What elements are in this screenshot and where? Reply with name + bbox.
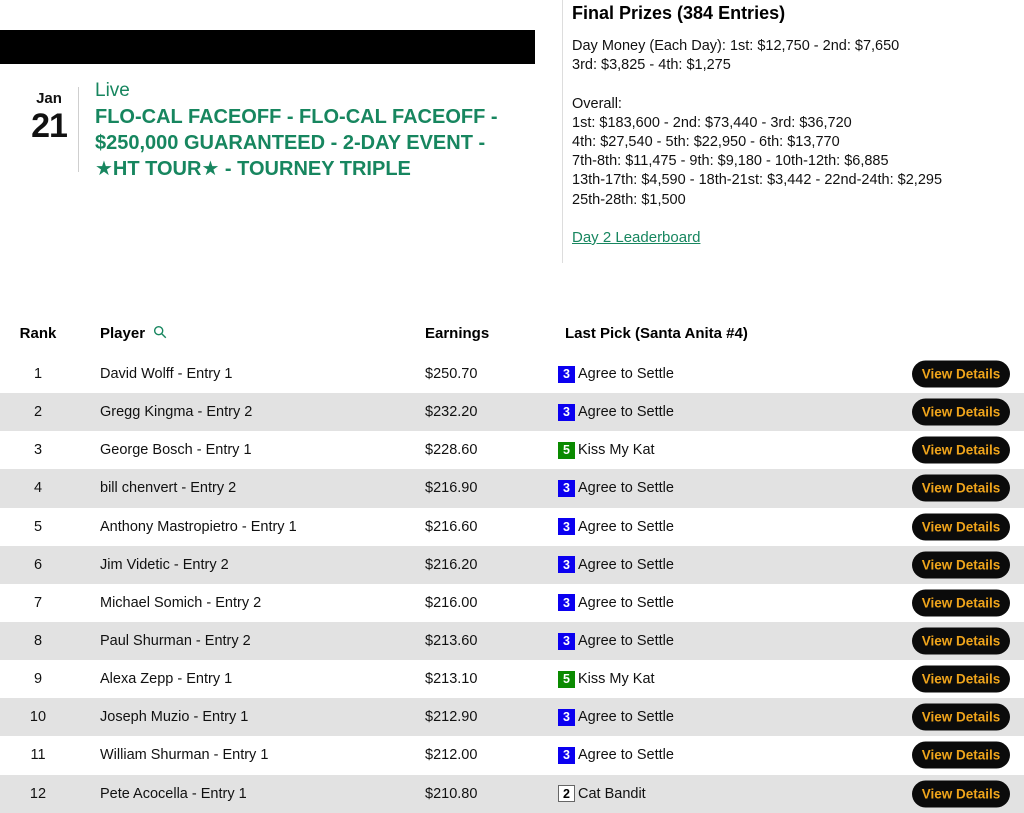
rank-cell: 11 (30, 747, 46, 764)
pick-name: Agree to Settle (578, 633, 674, 650)
pick-number-badge: 3 (558, 556, 575, 573)
date-divider (78, 87, 79, 172)
pick-number-badge: 3 (558, 633, 575, 650)
pick-name: Agree to Settle (578, 404, 674, 421)
view-details-button[interactable]: View Details (912, 742, 1010, 769)
last-pick-cell (558, 584, 674, 622)
last-pick-cell (558, 736, 674, 774)
pick-name: Agree to Settle (578, 480, 674, 497)
prize-line: 7th-8th: $11,475 - 9th: $9,180 - 10th-12th: $6,885 (572, 153, 889, 170)
last-pick-cell (558, 431, 655, 469)
view-details-button[interactable]: View Details (912, 475, 1010, 502)
earnings-cell: $232.20 (425, 404, 478, 421)
pick-name: Agree to Settle (578, 366, 674, 383)
event-title-line: FLO-CAL FACEOFF - FLO-CAL FACEOFF - (95, 106, 498, 128)
event-month: Jan (36, 90, 62, 107)
last-pick-cell (558, 469, 674, 507)
pick-number-badge: 3 (558, 709, 575, 726)
player-cell: George Bosch - Entry 1 (100, 442, 252, 459)
table-row (0, 393, 1024, 431)
final-prizes-panel (572, 0, 1020, 247)
earnings-cell: $216.20 (425, 556, 478, 573)
player-cell: Gregg Kingma - Entry 2 (100, 404, 253, 421)
pick-number-badge: 3 (558, 480, 575, 497)
pick-name: Agree to Settle (578, 709, 674, 726)
table-row (0, 660, 1024, 698)
event-day: 21 (31, 107, 67, 145)
live-status: Live (95, 80, 130, 101)
pick-name: Kiss My Kat (578, 442, 655, 459)
table-row (0, 622, 1024, 660)
view-details-button[interactable]: View Details (912, 666, 1010, 693)
earnings-cell: $213.10 (425, 671, 478, 688)
prize-line: 3rd: $3,825 - 4th: $1,275 (572, 57, 731, 74)
column-divider (562, 0, 563, 263)
rank-cell: 3 (33, 442, 43, 459)
rank-cell: 1 (33, 366, 43, 383)
day2-leaderboard-link[interactable]: Day 2 Leaderboard (572, 228, 701, 246)
earnings-cell: $216.90 (425, 480, 478, 497)
rank-cell: 7 (33, 594, 43, 611)
pick-number-badge: 3 (558, 747, 575, 764)
pick-number-badge: 3 (558, 366, 575, 383)
event-title (95, 104, 545, 182)
view-details-button[interactable]: View Details (912, 513, 1010, 540)
pick-name: Kiss My Kat (578, 671, 655, 688)
search-icon[interactable] (153, 325, 167, 343)
prize-breakdown (572, 37, 1020, 210)
last-pick-cell (558, 508, 674, 546)
earnings-header: Earnings (425, 325, 490, 342)
pick-number-badge: 3 (558, 518, 575, 535)
table-row (0, 355, 1024, 393)
earnings-cell: $212.90 (425, 709, 478, 726)
prize-line: 4th: $27,540 - 5th: $22,950 - 6th: $13,770 (572, 134, 840, 150)
view-details-button[interactable]: View Details (912, 551, 1010, 578)
prize-line: 1st: $183,600 - 2nd: $73,440 - 3rd: $36,720 (572, 114, 852, 131)
player-cell: Michael Somich - Entry 2 (100, 594, 262, 611)
view-details-button[interactable]: View Details (912, 361, 1010, 388)
player-cell: Joseph Muzio - Entry 1 (100, 709, 249, 726)
pick-number-badge: 3 (558, 594, 575, 611)
rank-header: Rank (19, 325, 57, 342)
player-cell: Pete Acocella - Entry 1 (100, 785, 247, 802)
rank-cell: 4 (33, 480, 43, 497)
pick-name: Agree to Settle (578, 747, 674, 764)
pick-number-badge: 2 (558, 785, 575, 802)
event-title-line: ★HT TOUR★ - TOURNEY TRIPLE (95, 158, 411, 180)
earnings-cell: $216.60 (425, 518, 478, 535)
last-pick-header: Last Pick (Santa Anita #4) (565, 325, 748, 342)
last-pick-cell (558, 698, 674, 736)
last-pick-cell (558, 355, 674, 393)
redacted-banner (0, 30, 535, 64)
player-cell: bill chenvert - Entry 2 (100, 480, 237, 497)
earnings-cell: $228.60 (425, 442, 478, 459)
player-cell: William Shurman - Entry 1 (100, 747, 269, 764)
earnings-cell: $216.00 (425, 594, 478, 611)
table-body (0, 355, 1024, 813)
rank-cell: 12 (29, 785, 47, 802)
pick-name: Agree to Settle (578, 518, 674, 535)
table-row (0, 469, 1024, 507)
table-row (0, 508, 1024, 546)
final-prizes-heading: Final Prizes (384 Entries) (572, 3, 786, 23)
event-title-line: $250,000 GUARANTEED - 2-DAY EVENT - (95, 132, 486, 154)
pick-number-badge: 3 (558, 404, 575, 421)
table-row (0, 775, 1024, 813)
earnings-cell: $250.70 (425, 366, 478, 383)
event-header (95, 79, 545, 182)
rank-cell: 9 (33, 671, 43, 688)
earnings-cell: $213.60 (425, 633, 478, 650)
last-pick-cell (558, 775, 646, 813)
last-pick-cell (558, 393, 674, 431)
table-row (0, 736, 1024, 774)
last-pick-cell (558, 660, 655, 698)
rank-cell: 6 (33, 556, 43, 573)
prize-line: Overall: (572, 95, 622, 112)
table-row (0, 546, 1024, 584)
prize-line: Day Money (Each Day): 1st: $12,750 - 2nd: $7,650 (572, 38, 900, 54)
prize-line: 25th-28th: $1,500 (572, 191, 686, 208)
player-cell: Paul Shurman - Entry 2 (100, 633, 251, 650)
rank-cell: 8 (33, 633, 43, 650)
table-row (0, 431, 1024, 469)
player-cell: David Wolff - Entry 1 (100, 366, 233, 383)
player-cell: Anthony Mastropietro - Entry 1 (100, 518, 297, 535)
table-header-row (0, 312, 1024, 355)
pick-name: Agree to Settle (578, 594, 674, 611)
rank-cell: 5 (33, 518, 43, 535)
view-details-button[interactable]: View Details (912, 399, 1010, 426)
prize-line: 13th-17th: $4,590 - 18th-21st: $3,442 - 22nd-24th: $2,295 (572, 172, 943, 189)
view-details-button[interactable]: View Details (912, 704, 1010, 731)
view-details-button[interactable]: View Details (912, 780, 1010, 807)
earnings-cell: $212.00 (425, 747, 478, 764)
player-cell: Alexa Zepp - Entry 1 (100, 671, 233, 688)
pick-number-badge: 5 (558, 442, 575, 459)
rank-cell: 10 (29, 709, 47, 726)
pick-name: Agree to Settle (578, 556, 674, 573)
prize-line (572, 75, 1020, 94)
leaderboard-table (0, 312, 1024, 813)
earnings-cell: $210.80 (425, 785, 478, 802)
table-row (0, 698, 1024, 736)
last-pick-cell (558, 622, 674, 660)
table-row (0, 584, 1024, 622)
pick-number-badge: 5 (558, 671, 575, 688)
player-header (100, 312, 167, 355)
last-pick-cell (558, 546, 674, 584)
view-details-button[interactable]: View Details (912, 628, 1010, 655)
view-details-button[interactable]: View Details (912, 437, 1010, 464)
event-date (20, 90, 78, 144)
pick-name: Cat Bandit (578, 785, 646, 802)
view-details-button[interactable]: View Details (912, 589, 1010, 616)
player-header-label: Player (100, 325, 146, 342)
rank-cell: 2 (33, 404, 43, 421)
player-cell: Jim Videtic - Entry 2 (100, 556, 229, 573)
